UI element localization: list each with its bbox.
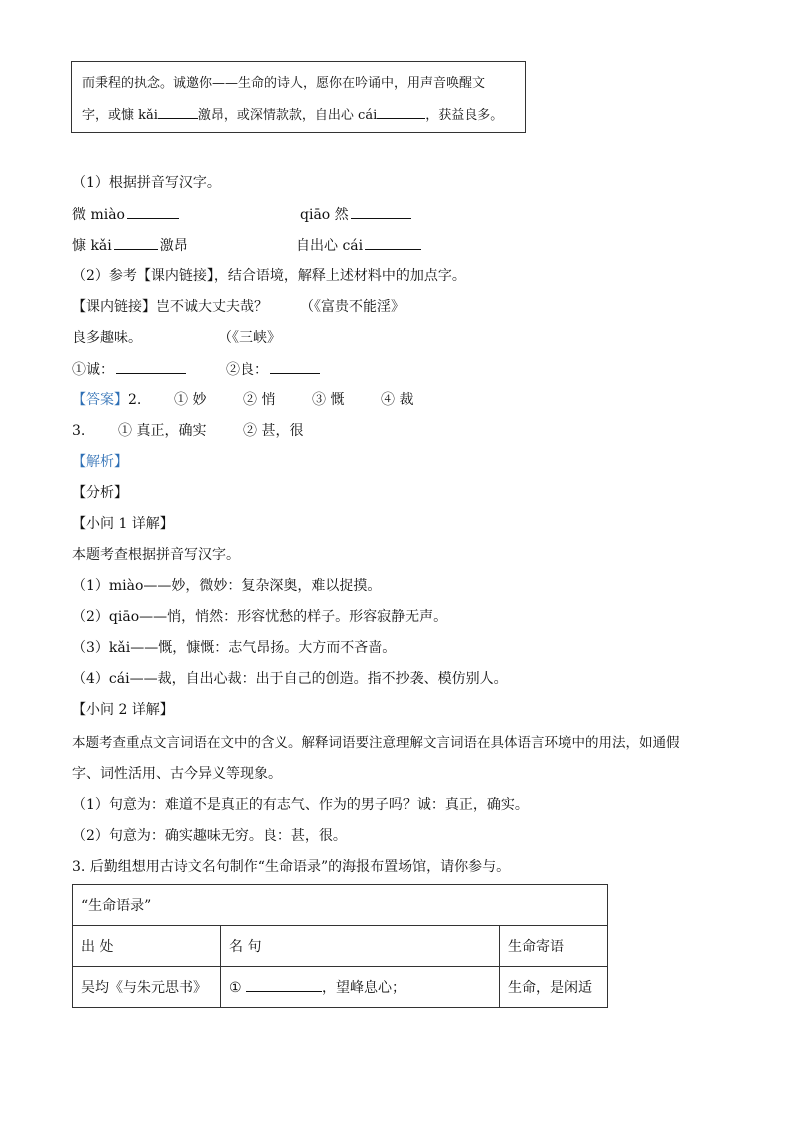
q1-item-b: [300, 204, 411, 225]
cell-source: 吴均《与朱元思书》: [73, 967, 221, 1008]
blank-line[interactable]: [158, 104, 198, 119]
q2-item-2: [226, 359, 320, 380]
sub2-intro-line-1: 本题考查重点文言词语在文中的含义。解释词语要注意理解文言词语在具体语言环境中的用法，如通假: [72, 735, 680, 751]
quote-box: [71, 61, 526, 133]
q1-c-suffix: 激昂: [159, 238, 188, 254]
analysis-subheading: 【分析】: [72, 485, 128, 501]
question-1-title: （1）根据拼音写汉字。: [72, 175, 221, 191]
quote-text: ，获益良多。: [425, 108, 504, 123]
answer-label: 【答案】: [72, 392, 128, 408]
answer-blank-d[interactable]: [365, 235, 421, 250]
q2-item-1-label: ①诚：: [72, 362, 114, 378]
answer-2-item-1: ① 真正，确实: [118, 423, 207, 439]
answer-row-1: [72, 390, 141, 410]
table-row: [73, 967, 608, 1008]
answer-1-item-2: ② 悄: [243, 392, 276, 408]
question-3-stem: 3. 后勤组想用古诗文名句制作“生命语录”的海报布置场馆，请你参与。: [72, 859, 511, 875]
answer-blank-cheng[interactable]: [116, 359, 186, 374]
quote-text: 字，或慷 kǎi: [82, 108, 158, 123]
sub1-line-4: （4）cái——裁，自出心裁：出于自己的创造。指不抄袭、模仿别人。: [72, 671, 508, 687]
q1-d-label: 自出心 cái: [296, 238, 364, 254]
sub1-line-3: （3）kǎi——慨，慷慨：志气昂扬。大方而不吝啬。: [72, 640, 397, 656]
answer-blank-liang[interactable]: [270, 359, 320, 374]
table-header-row: [73, 926, 608, 967]
analysis-heading: 【解析】: [72, 454, 128, 470]
sub2-line-1: （1）句意为：难道不是真正的有志气、作为的男子吗？诚：真正，确实。: [72, 797, 529, 813]
classroom-link-label: 【课内链接】: [72, 299, 156, 315]
link-line-2: 良多趣味。: [72, 330, 142, 346]
q1-item-c: [72, 235, 188, 256]
sub-question-1-intro: 本题考查根据拼音写汉字。: [72, 547, 240, 563]
life-quotes-table: [72, 884, 608, 1008]
sub-question-1-heading: 【小问 1 详解】: [72, 516, 174, 532]
quote-index: ①: [229, 980, 247, 996]
q1-a-label: 微 miào: [72, 207, 125, 223]
header-message: 生命寄语: [500, 926, 608, 967]
cell-message: 生命，是闲适: [500, 967, 608, 1008]
sub-question-2-heading: 【小问 2 详解】: [72, 702, 174, 718]
q2-item-2-label: ②良：: [226, 362, 268, 378]
classroom-link: [72, 297, 268, 317]
answer-row-2-number: 3.: [72, 423, 86, 439]
sub2-line-2: （2）句意为：确实趣味无穷。良：甚，很。: [72, 828, 347, 844]
answer-blank-c[interactable]: [114, 235, 158, 250]
answer-blank-b[interactable]: [351, 204, 411, 219]
q1-item-d: [296, 235, 421, 256]
quote-text: 激昂，或深情款款，自出心 cái: [197, 108, 378, 123]
answer-blank-a[interactable]: [127, 204, 179, 219]
sub2-intro-line-2: 字、词性活用、古今异义等现象。: [72, 766, 282, 782]
blank-line[interactable]: [377, 104, 425, 119]
table-title: “生命语录”: [73, 885, 608, 926]
quote-line-2: [82, 104, 503, 123]
answer-1-item-1: ① 妙: [174, 392, 207, 408]
q1-b-label: qiāo 然: [300, 207, 349, 223]
answer-1-item-3: ③ 慨: [312, 392, 345, 408]
question-2-title: （2）参考【课内链接】，结合语境，解释上述材料中的加点字。: [72, 268, 466, 284]
sub1-line-1: （1）miào——妙，微妙：复杂深奥，难以捉摸。: [72, 578, 382, 594]
q2-item-1: [72, 359, 186, 380]
table-title-row: [73, 885, 608, 926]
answer-1-item-4: ④ 裁: [381, 392, 414, 408]
quote-answer-blank[interactable]: [246, 977, 322, 992]
cell-quote: [221, 967, 500, 1008]
answer-2-item-2: ② 甚，很: [243, 423, 304, 439]
header-quote: 名 句: [221, 926, 500, 967]
link-source-2: （《三峡》: [218, 330, 281, 346]
answer-number: 2.: [128, 392, 142, 408]
quote-text-suffix: ，望峰息心；: [322, 980, 407, 996]
header-source: 出 处: [73, 926, 221, 967]
q1-c-label: 慷 kǎi: [72, 238, 112, 254]
q1-item-a: [72, 204, 179, 225]
link-source-1: （《富贵不能淫》: [300, 299, 405, 315]
classroom-link-text: 岂不诚大丈夫哉？: [156, 299, 268, 315]
quote-line-1: 而秉程的执念。诚邀你——生命的诗人，愿你在吟诵中，用声音唤醒文: [82, 76, 486, 91]
sub1-line-2: （2）qiāo——悄，悄然：形容忧愁的样子。形容寂静无声。: [72, 609, 448, 625]
